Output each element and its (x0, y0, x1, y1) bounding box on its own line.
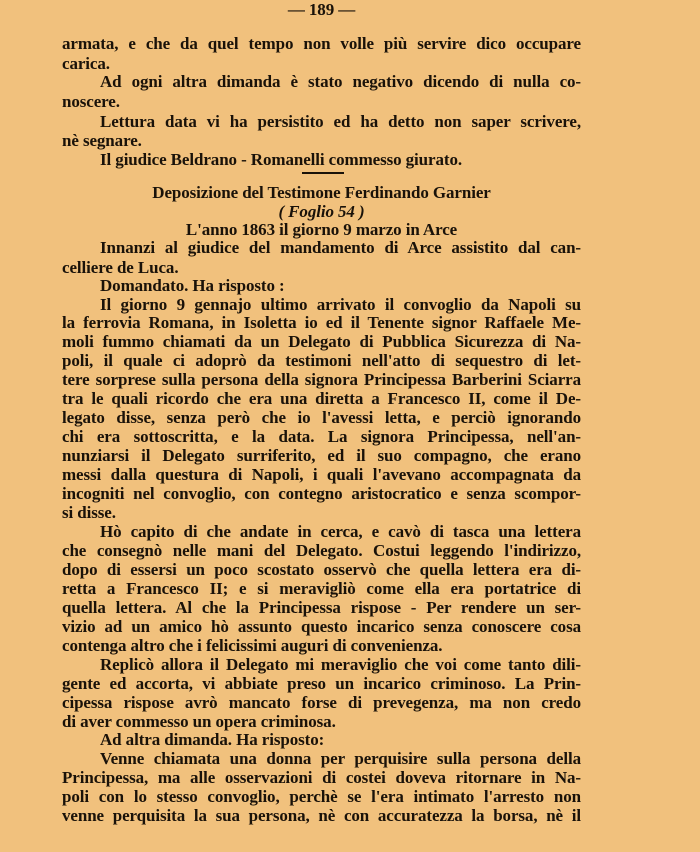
text-line: si disse. (62, 503, 116, 522)
text-line: tra le quali ricordo che era una diretta a Francesco II, come il De- (62, 389, 581, 408)
text-line: poli, il quale ci adoprò da testimoni nell'atto di sequestro di let- (62, 351, 581, 370)
text-line: tere sorprese sulla persona della signora Principessa Barberini Sciarra (62, 370, 581, 389)
text-line: Il giudice Beldrano - Romanelli commesso giurato. (100, 150, 462, 169)
text-line: Il giorno 9 gennajo ultimo arrivato il convoglio da Napoli su (100, 295, 581, 314)
text-line: messi dalla questura di Napoli, i quali l'avevano accompagnata da (62, 465, 581, 484)
text-line: celliere de Luca. (62, 258, 179, 277)
text-line: Deposizione del Testimone Ferdinando Garnier (152, 183, 491, 202)
text-line: quella lettera. Al che la Principessa rispose - Per rendere un ser- (62, 598, 581, 617)
text-line: dopo di essersi un poco scostato osservò che quella lettera era di- (62, 560, 581, 579)
text-line: noscere. (62, 92, 120, 111)
text-line: poli con lo stesso convoglio, perchè se l'era intimato l'arresto non (62, 787, 581, 806)
text-line: Hò capito di che andate in cerca, e cavò di tasca una lettera (100, 522, 581, 541)
text-line: chi era sottoscritta, e la data. La signora Principessa, nell'an- (62, 427, 581, 446)
text-line: Replicò allora il Delegato mi meraviglio che voi come tanto dili- (100, 655, 581, 674)
text-line: Venne chiamata una donna per perquisire sulla persona della (100, 749, 581, 768)
text-line: Innanzi al giudice del mandamento di Arce assistito dal can- (100, 238, 581, 257)
text-line: gente ed accorta, vi abbiate preso un incarico criminoso. La Prin- (62, 674, 581, 693)
text-line: nè segnare. (62, 131, 142, 150)
text-line: legato disse, senza però che io l'avessi letta, e perciò ignorando (62, 408, 581, 427)
section-divider (302, 172, 344, 174)
text-line: Principessa, ma alle osservazioni di costei doveva ritornare in Na- (62, 768, 581, 787)
text-line: di aver commesso un opera criminosa. (62, 712, 336, 731)
text-line: la ferrovia Romana, in Isoletta io ed il Tenente signor Raffaele Me- (62, 313, 581, 332)
text-line: retta a Francesco II; e si meravigliò come ella era portatrice di (62, 579, 581, 598)
page-number: — 189 — (287, 0, 356, 19)
text-line: armata, e che da quel tempo non volle più servire dico occupare (62, 34, 581, 53)
text-line: Lettura data vi ha persistito ed ha detto non saper scrivere, (100, 112, 581, 131)
text-line: Domandato. Ha risposto : (100, 276, 285, 295)
text-line: L'anno 1863 il giorno 9 marzo in Arce (185, 220, 458, 239)
text-line: venne perquisita la sua persona, nè con accuratezza la borsa, nè il (62, 806, 581, 825)
text-line: vizio ad un amico hò assunto questo incarico senza conoscere cosa (62, 617, 581, 636)
text-line: Ad ogni altra dimanda è stato negativo dicendo di nulla co- (100, 72, 581, 91)
text-line: ( Foglio 54 ) (278, 202, 365, 221)
text-line: nunziarsi il Delegato surriferito, ed il suo compagno, che erano (62, 446, 581, 465)
text-line: moli fummo chiamati da un Delegato di Pubblica Sicurezza di Na- (62, 332, 581, 351)
text-line: incogniti nel convoglio, con contegno aristocratico e senza scompor- (62, 484, 581, 503)
text-line: che consegnò nelle mani del Delegato. Costui leggendo l'indirizzo, (62, 541, 581, 560)
text-line: carica. (62, 54, 110, 73)
text-line: Ad altra dimanda. Ha risposto: (100, 730, 325, 749)
text-line: contenga altro che i felicissimi auguri di convenienza. (62, 636, 443, 655)
text-line: cipessa rispose avrò mancato forse di prevegenza, ma non credo (62, 693, 581, 712)
